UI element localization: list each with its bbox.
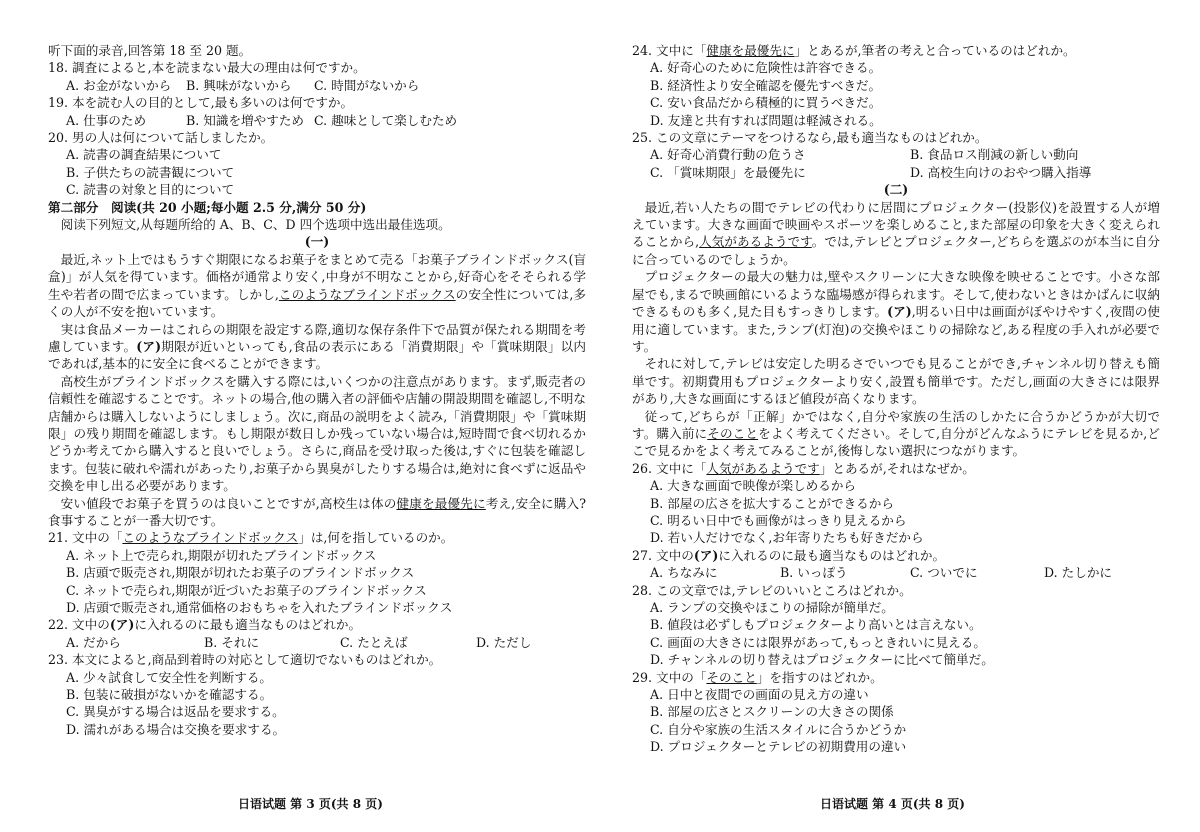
- blank-marker: (ア): [136, 338, 162, 354]
- question-25-options: [632, 146, 1160, 181]
- option-c: C. 自分や家族の生活スタイルに合うかどうか: [650, 721, 907, 737]
- question-text: 29. 文中の「: [632, 669, 707, 685]
- option-d: D. 高校生向けのおやつ購入指導: [910, 164, 1092, 180]
- paragraph-text: 最近,若い人たちの間でテレビの代わりに居間にプロジェクター(投影仪)を設置する人が増えています。大きな画面で映画やスポーツを楽しめること,また部屋の印象を大きく変えられることから,: [632, 199, 1160, 250]
- question-19: 19. 本を読む人の目的として,最も多いのは何ですか。: [48, 95, 354, 111]
- question-text: 26. 文中に「: [632, 460, 707, 476]
- question-text: 27. 文中の: [632, 547, 694, 563]
- part-two-instruction: 阅读下列短文,从每题所给的 A、B、C、D 四个选项中选出最佳选项。: [60, 217, 451, 233]
- underlined-phrase: そのこと: [706, 669, 757, 685]
- option-a: A. 大きな画面で映像が楽しめるから: [650, 478, 857, 494]
- option-b: B. 包装に破損がないかを確認する。: [66, 687, 273, 703]
- question-text: 」は,何を指しているのか。: [298, 530, 454, 546]
- option-c: C. ネットで売られ,期限が近づいたお菓子のブラインドボックス: [66, 582, 427, 598]
- option-a: A. 好奇心のために危険性は許容できる。: [650, 60, 882, 76]
- passage-two-paragraph-1: [632, 199, 1160, 269]
- passage-one-title: (一): [304, 234, 330, 250]
- option-a: A. 日中と夜間での画面の見え方の違い: [650, 687, 869, 703]
- option-d: D. プロジェクターとテレビの初期費用の違い: [650, 739, 907, 755]
- option-b: B. 知識を増やすため: [186, 112, 305, 128]
- paragraph-text: 安い値段でお菓子を買うのは良いことですが,高校生は体の: [60, 495, 397, 511]
- question-text: 」を指すのはどれか。: [756, 669, 883, 685]
- option-c: C. 明るい日中でも画像がはっきり見えるから: [650, 512, 907, 528]
- underlined-phrase: このようなブラインドボックス: [278, 286, 456, 302]
- option-d: D. 濡れがある場合は交換を要求する。: [66, 721, 286, 737]
- paragraph-text: 考え,安全に購入? 食事することが一番大切です。: [48, 495, 587, 528]
- option-d: D. 若い人だけでなく,お年寄りたちも好きだから: [650, 530, 924, 546]
- question-22-options: [48, 634, 586, 651]
- blank-marker: (ア): [693, 547, 719, 563]
- option-b: B. 部屋の広さとスクリーンの大きさの関係: [650, 704, 894, 720]
- paragraph-text: 期限が近いといっても,食品の表示にある「消費期限」や「賞味期限」以内であれば,基本的に安全に食べることができます。: [48, 338, 586, 372]
- option-a: A. 仕事のため: [66, 112, 147, 128]
- page-footer-right: 日语试题 第 4 页(共 8 页): [820, 797, 965, 811]
- passage-one-paragraph-4: [48, 495, 586, 530]
- question-27: [632, 547, 1160, 564]
- option-b: B. 部屋の広さを拡大することができるから: [650, 495, 894, 511]
- option-c: C. 「賞味期限」を最優先に: [650, 164, 806, 180]
- underlined-phrase: 健康を最優先に: [706, 43, 795, 58]
- question-25: 25. この文章にテーマをつけるなら,最も適当なものはどれか。: [632, 130, 988, 146]
- question-26: [632, 460, 1160, 477]
- passage-two-paragraph-3: それに対して,テレビは安定した明るさでいつでも見ることができ,チャンネル切り替えも簡単です。初期費用もプロジェクターより安く,設置も簡単です。ただし,画面の大きさには限界があり,大きな画面にするほど値段が高くなります。: [632, 356, 1160, 407]
- option-d: D. たしかに: [1044, 565, 1113, 581]
- passage-two-title: (二): [883, 182, 909, 198]
- question-28: 28. この文章では,テレビのいいところはどれか。: [632, 582, 912, 598]
- left-page: [48, 42, 586, 738]
- underlined-phrase: 人気があるようです: [706, 460, 820, 476]
- option-c: C. 時間がないから: [314, 77, 420, 93]
- question-18-options: [48, 77, 586, 94]
- question-20: 20. 男の人は何について話しましたか。: [48, 130, 274, 146]
- question-27-options: [632, 564, 1160, 581]
- blank-marker: (ア): [887, 304, 912, 320]
- option-a: A. ランプの交換やほこりの掃除が簡単だ。: [650, 600, 894, 615]
- option-c: C. たとえば: [340, 634, 408, 650]
- question-21: [48, 529, 586, 546]
- question-text: 」とあるが,それはなぜか。: [819, 460, 975, 476]
- paragraph-text: 。では,テレビとプロジェクター,どちらを選ぶのが本当に自分に合っているのでしょうか。: [632, 234, 1160, 267]
- part-two-title: 第二部分 阅读(共 20 小题;每小题 2.5 分,满分 50 分): [48, 199, 367, 215]
- question-text: に入れるのに最も適当なものはどれか。: [134, 617, 362, 633]
- option-c: C. 画面の大きさには限界があって,もっときれいに見える。: [650, 634, 986, 650]
- option-c: C. 読書の対象と目的について: [66, 182, 235, 198]
- option-d: D. ただし: [476, 634, 532, 650]
- question-22: [48, 616, 586, 633]
- question-24: [632, 42, 1160, 59]
- option-b: B. それに: [204, 634, 260, 650]
- option-b: B. 子供たちの読書観について: [66, 164, 235, 180]
- passage-two-paragraph-2: [632, 268, 1160, 355]
- passage-two-paragraph-4: [632, 408, 1160, 460]
- option-a: A. だから: [66, 634, 121, 650]
- option-c: C. 趣味として楽しむため: [314, 112, 458, 128]
- option-b: B. 値段は必ずしもプロジェクターより高いとは言えない。: [650, 617, 982, 633]
- paragraph-text: をよく考えてください。そして,自分がどんなふうにテレビを見るか,どこで見るかをよく考えてみることが,後悔しない選択につながります。: [632, 425, 1160, 459]
- right-page: [632, 42, 1160, 756]
- blank-marker: (ア): [109, 617, 135, 633]
- passage-one-paragraph-3: 高校生がブラインドボックスを購入する際には,いくつかの注意点があります。まず,販売者の信頼性を確認することです。ネットの場合,他の購入者の評価や店舗の開設期間を確認し,不明な店舗からは購入しないようにしましょう。次に,商品の説明をよく読み,「消費期限」や「賞味期限」の残り期間を確認します。もし期限が数日しか残っていない場合は,短時間で食べ切れるかどうか考えてから購入すると良いでしょう。さらに,商品を受け取った後は,すぐに包装を確認します。包装に破れや濡れがあったり,お菓子から異臭がしたりする場合は,絶対に食べずに返品や交換を申し出る必要があります。: [48, 373, 586, 494]
- question-18: 18. 調査によると,本を読まない最大の理由は何ですか。: [48, 60, 366, 76]
- question-29: [632, 669, 1160, 686]
- question-text: に入れるのに最も適当なものはどれか。: [718, 547, 946, 563]
- option-b: B. 店頭で販売され,期限が切れたお菓子のブラインドボックス: [66, 565, 415, 581]
- question-23: 23. 本文によると,商品到着時の対応として適切でないものはどれか。: [48, 652, 442, 668]
- question-text: 24. 文中に「: [632, 43, 707, 58]
- underlined-phrase: 人気があるようです: [699, 234, 812, 250]
- option-d: D. チャンネルの切り替えはプロジェクターに比べて簡単だ。: [650, 652, 994, 668]
- paragraph-text: プロジェクターの最大の魅力は,壁やスクリーンに大きな映像を映せることです。小さな部屋でも,まるで映画館にいるような臨場感が得られます。そして,使わないときはかばんに収納できるものも多く,見た目もすっきりします。: [632, 269, 1160, 320]
- option-a: A. 好奇心消費行動の危うさ: [650, 147, 806, 163]
- paragraph-text: の安全性については,多くの人が不安を抱いています。: [48, 286, 586, 320]
- option-a: A. ちなみに: [650, 565, 718, 581]
- page-footer-left: 日语试题 第 3 页(共 8 页): [238, 797, 383, 811]
- listening-instruction: 听下面的录音,回答第 18 至 20 题。: [48, 43, 252, 58]
- passage-one-paragraph-1: [48, 251, 586, 321]
- question-text: 22. 文中の: [48, 617, 110, 633]
- option-c: C. 異臭がする場合は返品を要求する。: [66, 704, 285, 720]
- paragraph-text: ,明るい日中は画面がぼやけやすく,夜間の使用に適しています。また,ランプ(灯泡)の交換やほこりの掃除など,ある程度の手入れが必要です。: [632, 304, 1160, 354]
- option-b: B. いっぽう: [780, 565, 848, 581]
- option-a: A. お金がないから: [66, 77, 172, 93]
- option-b: B. 食品ロス削減の新しい動向: [910, 147, 1079, 163]
- underlined-phrase: そのこと: [707, 425, 759, 441]
- option-d: D. 友達と共有すれば問題は軽減される。: [650, 112, 882, 128]
- underlined-phrase: このようなブラインドボックス: [122, 530, 299, 546]
- option-b: B. 興味がないから: [186, 77, 292, 93]
- option-c: C. 安い食品だから積極的に買うべきだ。: [650, 95, 882, 111]
- paragraph-text: 実は食品メーカーはこれらの期限を設定する際,適切な保存条件下で品質が保たれる期間を考慮しています。: [48, 321, 586, 354]
- option-a: A. 読書の調査結果について: [66, 147, 222, 163]
- option-a: A. ネット上で売られ,期限が切れたブラインドボックス: [66, 547, 377, 563]
- question-19-options: [48, 112, 586, 129]
- paragraph-text: 最近,ネット上ではもうすぐ期限になるお菓子をまとめて売る「お菓子ブラインドボックス(盲盒)」が人気を得ています。価格が通常より安く,中身が不明なことから,好奇心をそそられる学生や若者の間で広まっています。しかし,: [48, 251, 586, 302]
- option-c: C. ついでに: [910, 565, 978, 581]
- underlined-phrase: 健康を最優先に: [396, 495, 486, 511]
- paragraph-text: 従って,どちらが「正解」かではなく,自分や家族の生活のしかたに合うかどうかが大切です。購入前に: [632, 408, 1160, 441]
- question-text: 」とあるが,筆者の考えと合っているのはどれか。: [794, 43, 1076, 58]
- option-d: D. 店頭で販売され,通常価格のおもちゃを入れたブラインドボックス: [66, 600, 453, 615]
- passage-one-paragraph-2: [48, 321, 586, 373]
- option-a: A. 少々試食して安全性を判断する。: [66, 669, 273, 685]
- option-b: B. 経済性より安全確認を優先すべきだ。: [650, 77, 882, 93]
- question-text: 21. 文中の「: [48, 530, 123, 546]
